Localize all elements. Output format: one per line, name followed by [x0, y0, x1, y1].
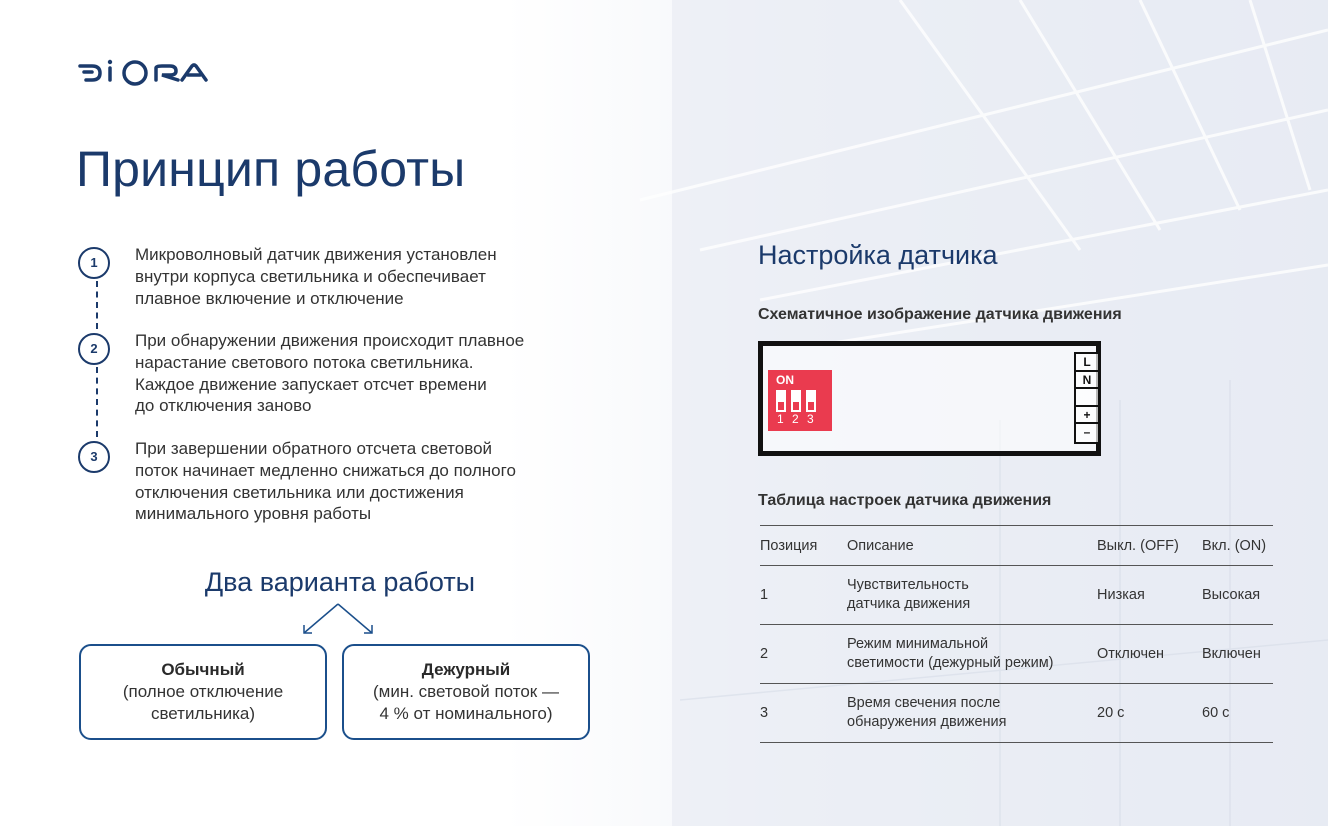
step-text: При завершении обратного отсчета световой поток начинает медленно снижаться до полного отключения светильника или достижения минимального уровня работы: [135, 439, 516, 524]
table-cell: 1: [760, 566, 847, 625]
step-number-circle: 3: [78, 441, 110, 473]
dip-switch-block: [768, 370, 832, 431]
step-number-circle: 2: [78, 333, 110, 365]
dip-on-label: ON: [776, 373, 794, 387]
table-cell: 20 с: [1097, 684, 1202, 743]
sensor-settings-title: Настройка датчика: [758, 240, 998, 270]
terminal-label: +: [1076, 407, 1098, 425]
column-header: Вкл. (ON): [1202, 526, 1273, 566]
mode-name: Обычный: [161, 660, 245, 679]
column-header: Позиция: [760, 526, 847, 566]
table-row: [760, 625, 1273, 684]
step-item: [78, 330, 598, 438]
dip-switch-number: 3: [807, 412, 814, 426]
step-item: [78, 244, 598, 330]
mode-standby-card: [342, 644, 590, 740]
table-cell: Время свечения после обнаружения движения: [847, 684, 1097, 743]
table-cell: 2: [760, 625, 847, 684]
mode-description: (полное отключение светильника): [122, 682, 284, 723]
step-connector-line: [96, 281, 98, 329]
column-header: Выкл. (OFF): [1097, 526, 1202, 566]
dip-switch: [806, 390, 816, 412]
step-connector-line: [96, 367, 98, 437]
table-cell: 60 с: [1202, 684, 1273, 743]
logo-mark: [78, 56, 228, 88]
table-header-row: [760, 526, 1273, 566]
dip-switch: [776, 390, 786, 412]
table-cell: Чувствительность датчика движения: [847, 566, 1097, 625]
sensor-diagram: [758, 341, 1101, 456]
table-row: [760, 684, 1273, 743]
logo-text: DIORA: [78, 56, 82, 57]
terminal-label: –: [1083, 425, 1091, 440]
mode-normal-card: [79, 644, 327, 740]
mode-name: Дежурный: [421, 660, 511, 679]
mode-description: (мин. световой поток — 4 % от номинального): [373, 682, 559, 723]
terminal-label: [1076, 389, 1098, 407]
step-text: При обнаружении движения происходит плавное нарастание светового потока светильника. Каждое движение запускает отсчет времени до отключения заново: [135, 331, 525, 416]
table-row: [760, 566, 1273, 625]
column-header: Описание: [847, 526, 1097, 566]
steps-list: [78, 244, 598, 525]
modes-title: Два варианта работы: [204, 567, 476, 597]
terminal-label: L: [1076, 354, 1098, 372]
table-cell: Включен: [1202, 625, 1273, 684]
table-cell: Режим минимальной светимости (дежурный режим): [847, 625, 1097, 684]
table-cell: Низкая: [1097, 566, 1202, 625]
dip-switch-number: 2: [792, 412, 799, 426]
diagram-heading: Схематичное изображение датчика движения: [758, 306, 1122, 323]
table-heading: Таблица настроек датчика движения: [758, 492, 1052, 509]
terminal-block: [1074, 352, 1100, 444]
table-cell: 3: [760, 684, 847, 743]
terminal-label: N: [1076, 372, 1098, 390]
diora-logo: [78, 56, 228, 93]
page-title: Принцип работы: [76, 141, 466, 197]
dip-switch-number: 1: [777, 412, 784, 426]
sensor-settings-table: [760, 525, 1273, 743]
split-arrows-icon: [298, 600, 378, 640]
table-cell: Отключен: [1097, 625, 1202, 684]
step-number-circle: 1: [78, 247, 110, 279]
dip-switch: [791, 390, 801, 412]
step-item: [78, 438, 598, 525]
table-cell: Высокая: [1202, 566, 1273, 625]
step-text: Микроволновый датчик движения установлен внутри корпуса светильника и обеспечивает плавное включение и отключение: [135, 245, 497, 308]
